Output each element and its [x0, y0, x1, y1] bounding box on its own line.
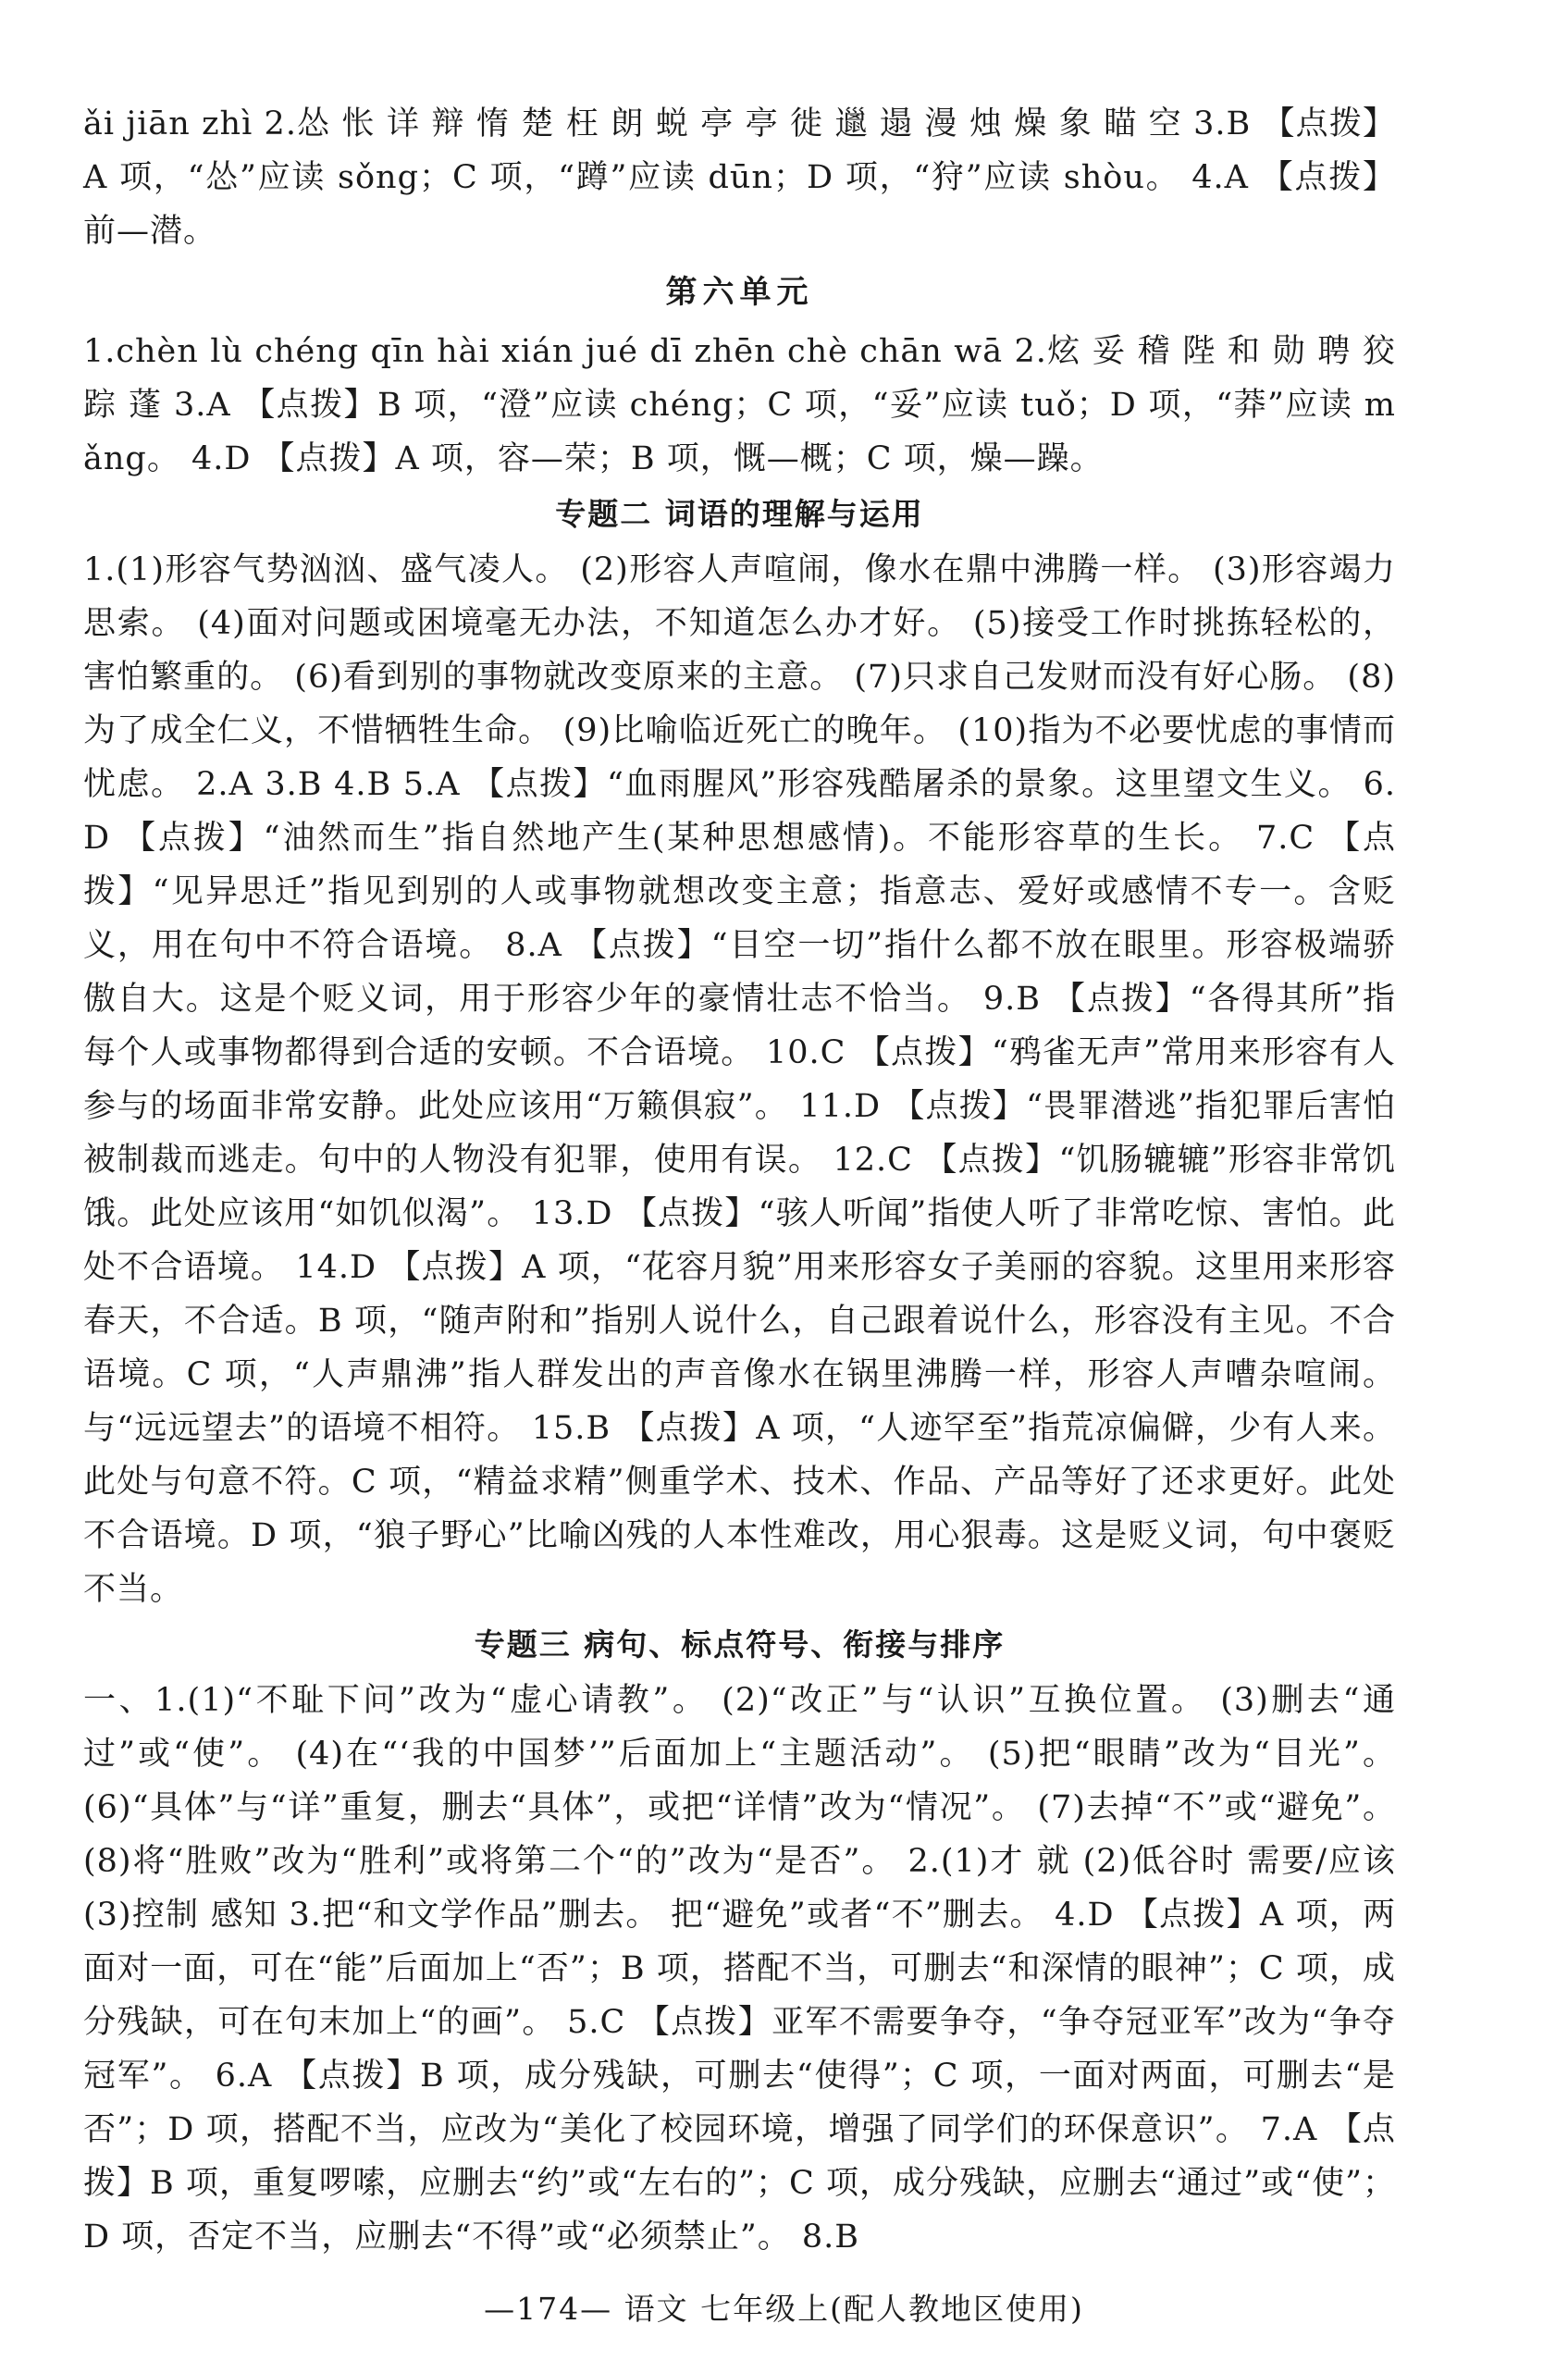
page-footer: —174— 语文 七年级上(配人教地区使用): [484, 2291, 1084, 2327]
topic-heading-2: 专题二 词语的理解与运用: [555, 496, 924, 532]
unit-heading-6: 第六单元: [665, 274, 814, 311]
topic-heading-3: 专题三 病句、标点符号、衔接与排序: [474, 1626, 1006, 1663]
answer-paragraph-unit5-end: ǎi jiān zhì 2.怂 怅 详 辩 惰 楚 枉 朗 蜕 亭 亭 徙 邋 遢 漫 烛 燥 象 瞄 空 3.B 【点拨】A 项，“怂”应读 sǒng；C 项，“蹲”应读 dūn；D 项，“狩”应读 shòu。 4.A 【点拨】前—潜。: [83, 105, 1397, 250]
answer-paragraph-topic3: 一、1.(1)“不耻下问”改为“虚心请教”。 (2)“改正”与“认识”互换位置。 (3)删去“通过”或“使”。 (4)在“‘我的中国梦’”后面加上“主题活动”。 (5)把“眼睛”改为“目光”。 (6)“具体”与“详”重复，删去“具体”，或把“详情”改为“情况”。 (7)去掉“不”或“避免”。 (8)将“胜败”改为“胜利”或将第二个“的”改为“是否”。 2.(1)才 就 (2)低谷时 需要/应该 (3)控制 感知 3.把“和文学作品”删去。 把“避免”或者“不”删去。 4.D 【点拨】A 项，两面对一面，可在“能”后面加上“否”；B 项，搭配不当，可删去“和深情的眼神”；C 项，成分残缺，可在句末加上“的画”。 5.C 【点拨】亚军不需要争夺，“争夺冠亚军”改为“争夺冠军”。 6.A 【点拨】B 项，成分残缺，可删去“使得”；C 项，一面对两面，可删去“是否”；D 项，搭配不当，应改为“美化了校园环境，增强了同学们的环保意识”。 7.A 【点拨】B 项，重复啰嗦，应删去“约”或“左右的”；C 项，成分残缺，应删去“通过”或“使”；D 项，否定不当，应删去“不得”或“必须禁止”。 8.B: [83, 1682, 1396, 2256]
answer-paragraph-topic2: 1.(1)形容气势汹汹、盛气凌人。 (2)形容人声喧闹，像水在鼎中沸腾一样。 (3)形容竭力思索。 (4)面对问题或困境毫无办法，不知道怎么办才好。 (5)接受工作时挑拣轻松的，害怕繁重的。 (6)看到别的事物就改变原来的主意。 (7)只求自己发财而没有好心肠。 (8)为了成全仁义，不惜牺牲生命。 (9)比喻临近死亡的晚年。 (10)指为不必要忧虑的事情而忧虑。 2.A 3.B 4.B 5.A 【点拨】“血雨腥风”形容残酷屠杀的景象。这里望文生义。 6.D 【点拨】“油然而生”指自然地产生(某种思想感情)。不能形容草的生长。 7.C 【点拨】“见异思迁”指见到别的人或事物就想改变主意；指意志、爱好或感情不专一。含贬义，用在句中不符合语境。 8.A 【点拨】“目空一切”指什么都不放在眼里。形容极端骄傲自大。这是个贬义词，用于形容少年的豪情壮志不恰当。 9.B 【点拨】“各得其所”指每个人或事物都得到合适的安顿。不合语境。 10.C 【点拨】“鸦雀无声”常用来形容有人参与的场面非常安静。此处应该用“万籁俱寂”。 11.D 【点拨】“畏罪潜逃”指犯罪后害怕被制裁而逃走。句中的人物没有犯罪，使用有误。 12.C 【点拨】“饥肠辘辘”形容非常饥饿。此处应该用“如饥似渴”。 13.D 【点拨】“骇人听闻”指使人听了非常吃惊、害怕。此处不合语境。 14.D 【点拨】A 项，“花容月貌”用来形容女子美丽的容貌。这里用来形容春天，不合适。B 项，“随声附和”指别人说什么，自己跟着说什么，形容没有主见。不合语境。C 项，“人声鼎沸”指人群发出的声音像水在锅里沸腾一样，形容人声嘈杂喧闹。与“远远望去”的语境不相符。 15.B 【点拨】A 项，“人迹罕至”指荒凉偏僻，少有人来。此处与句意不符。C 项，“精益求精”侧重学术、技术、作品、产品等好了还求更好。此处不合语境。D 项，“狼子野心”比喻凶残的人本性难改，用心狠毒。这是贬义词，句中褒贬不当。: [83, 551, 1396, 1608]
answer-paragraph-unit6: 1.chèn lù chéng qīn hài xián jué dī zhēn chè chān wā 2.炫 妥 稽 陛 和 勋 聘 狡 踪 蓬 3.A 【点拨】B 项，“澄”应读 chéng；C 项，“妥”应读 tuǒ；D 项，“莽”应读 mǎng。 4.D 【点拨】A 项，容—荣；B 项，慨—概；C 项，燥—躁。: [83, 333, 1396, 477]
